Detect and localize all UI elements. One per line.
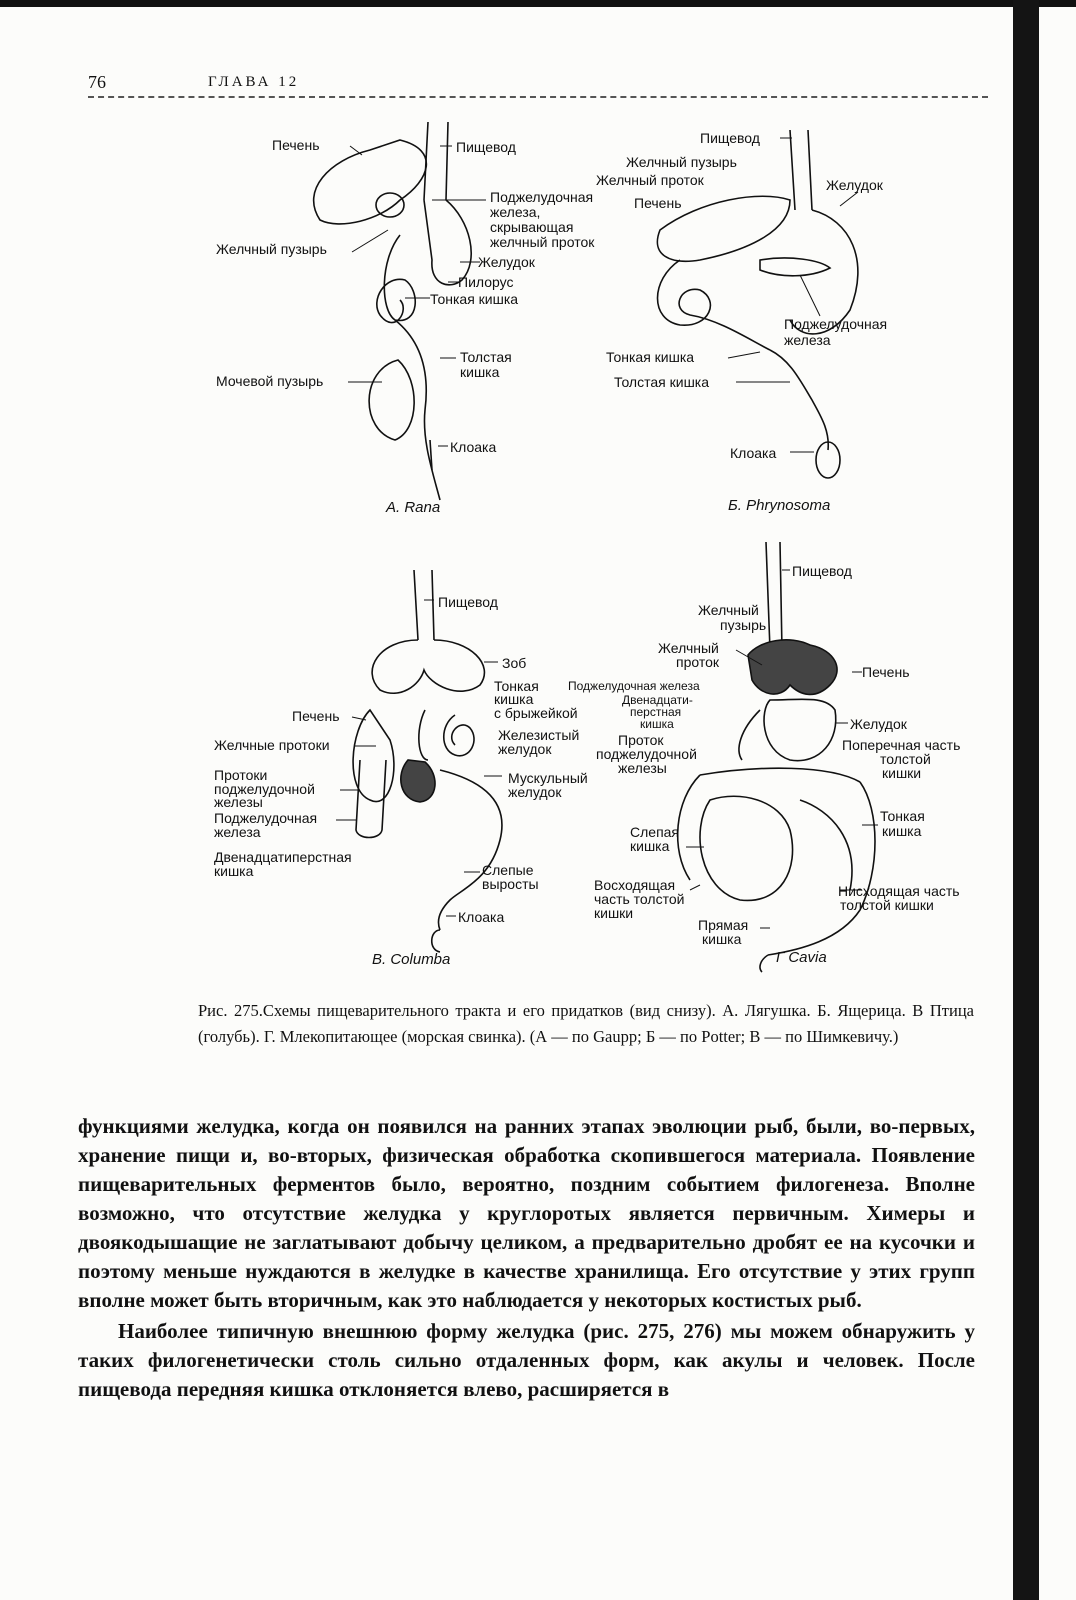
page-right-border (1013, 0, 1039, 1600)
columba-muscular-stomach (401, 760, 435, 802)
rana-label-pancreas-4: желчный проток (490, 234, 595, 250)
columba-label-crop: Зоб (502, 655, 527, 671)
rana-stomach (424, 200, 471, 285)
cavia-label-pancreatic-duct-3: железы (618, 760, 667, 776)
cavia-ascending-colon (678, 775, 700, 880)
cavia-label-pancreatic-duct-2: поджелудочной (596, 746, 697, 762)
columba-label-esophagus: Пищевод (438, 594, 498, 610)
cavia-label-ascending-colon-2: часть толстой (594, 891, 685, 907)
phrynosoma-label-small-intestine: Тонкая кишка (606, 349, 695, 365)
rana-label-pancreas-1: Поджелудочная (490, 189, 594, 205)
columba-label-pancreatic-ducts-1: Протоки (214, 767, 268, 783)
cavia-esophagus (766, 542, 782, 650)
columba-panel-title: B. Columba (372, 951, 451, 968)
cavia-label-small-intestine-2: кишка (882, 823, 922, 839)
digestive-tract-figure (0, 110, 1000, 990)
cavia-rectum (760, 955, 768, 972)
columba-label-pancreatic-ducts-3: железы (214, 794, 263, 810)
phrynosoma-label-stomach: Желудок (826, 177, 883, 193)
phrynosoma-pancreas (760, 258, 830, 276)
cavia-label-caecum-1: Слепая (630, 824, 680, 840)
cavia-label-gallbladder-2: пузырь (720, 617, 767, 633)
paragraph: функциями желудка, когда он появился на ранних этапах эволюции рыб, были, во-первых, хранение пищи и, во-вторых, физическая обработка скопившегося материала. Появление пищеварительных ферментов было, вероятно, поздним событием филогенеза. Вполне возможно, что отсутствие желудка у круглоротых является первичным. Химеры и двоякодышащие не заглатывают добычу целиком, а предварительно дробят ее на кусочки и поэтому меньше нуждаются в желудке в качестве хранилища. Его отсутствие у этих групп вполне может быть вторичным, как это наблюдается у некоторых костистых рыб. (78, 1114, 975, 1312)
rana-label-small-intestine: Тонкая кишка (430, 291, 519, 307)
header-rule (88, 96, 988, 98)
rana-bladder (369, 360, 414, 440)
columba-intestine-loop (438, 770, 501, 930)
figure-caption-text: Схемы пищеварительного тракта и его придатков (вид снизу). А. Лягушка. Б. Ящерица. В Птица (голубь). Г. Млекопитающее (морская свинка). (А — по Gaupp; Б — по Potter; В — по Шимкевичу.) (198, 1001, 974, 1046)
cavia-label-descending-colon-1: Нисходящая часть (838, 883, 960, 899)
cavia-label-transverse-colon-3: кишки (882, 765, 922, 781)
columba-label-pancreas-1: Поджелудочная (214, 810, 318, 826)
phrynosoma-label-cloaca: Клоака (730, 445, 777, 461)
phrynosoma-label-liver: Печень (634, 195, 682, 211)
cavia-label-liver: Печень (862, 664, 910, 680)
columba-label-glandular-stomach-1: Железистый (498, 727, 580, 743)
cavia-label-transverse-colon-1: Поперечная часть (842, 737, 961, 753)
phrynosoma-small-intestine (658, 260, 771, 350)
cavia-label-duodenum-1: Двенадцати- (622, 693, 693, 707)
cavia-label-pancreatic-duct-1: Проток (618, 732, 664, 748)
phrynosoma-large-intestine (770, 350, 828, 450)
columba-label-small-intestine-3: с брыжейкой (494, 705, 578, 721)
rana-label-pylorus: Пилорус (458, 274, 514, 290)
rana-label-esophagus: Пищевод (456, 139, 516, 155)
cavia-label-pancreas: Поджелудочная железа (568, 679, 700, 693)
paragraph: Наиболее типичную внешнюю форму желудка (рис. 275, 276) мы можем обнаружить у таких филогенетически столь сильно отдаленных форм, как акулы и человек. После пищевода передняя кишка отклоняется влево, расширяется в (78, 1319, 975, 1401)
page-top-border (0, 0, 1076, 7)
panel-a-rana (216, 122, 595, 516)
phrynosoma-esophagus (790, 130, 812, 210)
cavia-label-duodenum-2: перстная (630, 705, 682, 719)
columba-glandular-stomach (419, 710, 428, 760)
columba-label-glandular-stomach-2: желудок (498, 741, 552, 757)
columba-label-muscular-stomach-1: Мускульный (508, 770, 588, 786)
rana-gallbladder (376, 193, 404, 217)
cavia-label-transverse-colon-2: толстой (880, 751, 931, 767)
cavia-label-small-intestine-1: Тонкая (880, 808, 925, 824)
columba-label-small-intestine-2: кишка (494, 691, 534, 707)
rana-label-large-intestine-1: Толстая (460, 349, 512, 365)
columba-label-bile-ducts: Желчные протоки (214, 737, 330, 753)
rana-label-pancreas-2: железа, (490, 204, 541, 220)
rana-large-intestine (395, 320, 440, 500)
rana-label-large-intestine-2: кишка (460, 364, 500, 380)
columba-duodenum (356, 760, 386, 838)
cavia-label-ascending-colon-1: Восходящая (594, 877, 676, 893)
rana-label-cloaca: Клоака (450, 439, 497, 455)
cavia-stomach (764, 699, 836, 760)
cavia-label-rectum-1: Прямая (698, 917, 749, 933)
cavia-caecum (700, 796, 793, 900)
rana-label-stomach: Желудок (478, 254, 535, 270)
phrynosoma-label-gallbladder: Желчный пузырь (626, 154, 737, 170)
columba-small-intestine (444, 715, 474, 756)
cavia-label-gallbladder-1: Желчный (698, 602, 759, 618)
rana-esophagus (424, 122, 448, 200)
columba-label-caeca-1: Слепые (482, 862, 534, 878)
cavia-label-ascending-colon-3: кишки (594, 905, 634, 921)
cavia-label-descending-colon-2: толстой кишки (840, 897, 934, 913)
columba-crop (372, 640, 484, 693)
cavia-label-bile-duct-1: Желчный (658, 640, 719, 656)
columba-label-duodenum-1: Двенадцатиперстная (214, 849, 352, 865)
columba-esophagus (414, 570, 434, 640)
chapter-heading: ГЛАВА 12 (208, 74, 300, 90)
body-text (78, 1112, 975, 1404)
rana-label-pancreas-3: скрывающая (490, 219, 574, 235)
cavia-label-stomach: Желудок (850, 716, 907, 732)
columba-label-caeca-2: выросты (482, 876, 539, 892)
phrynosoma-panel-title: Б. Phrynosoma (728, 497, 831, 514)
columba-label-liver: Печень (292, 708, 340, 724)
cavia-small-intestine (800, 800, 852, 890)
figure-number: Рис. 275. (198, 1001, 263, 1020)
cavia-descending-colon (768, 782, 875, 955)
cavia-label-bile-duct-2: проток (676, 654, 720, 670)
columba-label-cloaca: Клоака (458, 909, 505, 925)
cavia-transverse-colon (700, 768, 860, 782)
page-number: 76 (88, 72, 106, 92)
columba-cloaca (432, 930, 440, 952)
rana-liver (314, 140, 427, 224)
phrynosoma-label-pancreas-2: железа (784, 332, 831, 348)
columba-label-small-intestine-1: Тонкая (494, 678, 539, 694)
cavia-label-caecum-2: кишка (630, 838, 670, 854)
panel-d-cavia (568, 542, 960, 972)
cavia-label-rectum-2: кишка (702, 931, 742, 947)
figure-caption (198, 998, 974, 1050)
rana-label-gallbladder: Желчный пузырь (216, 241, 327, 257)
columba-label-pancreas-2: железа (214, 824, 261, 840)
panel-c-columba (214, 570, 588, 968)
cavia-label-esophagus: Пищевод (792, 563, 852, 579)
phrynosoma-label-bile-duct: Желчный проток (596, 172, 704, 188)
rana-panel-title: A. Rana (386, 499, 441, 516)
phrynosoma-label-large-intestine: Толстая кишка (614, 374, 710, 390)
columba-label-pancreatic-ducts-2: поджелудочной (214, 781, 315, 797)
phrynosoma-label-pancreas-1: Поджелудочная (784, 316, 888, 332)
columba-label-duodenum-2: кишка (214, 863, 254, 879)
columba-label-muscular-stomach-2: желудок (508, 784, 562, 800)
phrynosoma-label-esophagus: Пищевод (700, 130, 760, 146)
rana-small-intestine (377, 235, 415, 323)
rana-label-bladder: Мочевой пузырь (216, 373, 324, 389)
cavia-duodenum (739, 710, 760, 760)
cavia-panel-title: Г Cavia (776, 949, 827, 966)
panel-b-phrynosoma (596, 130, 887, 514)
cavia-liver (748, 640, 837, 695)
cavia-label-duodenum-3: кишка (640, 717, 674, 731)
rana-label-liver: Печень (272, 137, 320, 153)
